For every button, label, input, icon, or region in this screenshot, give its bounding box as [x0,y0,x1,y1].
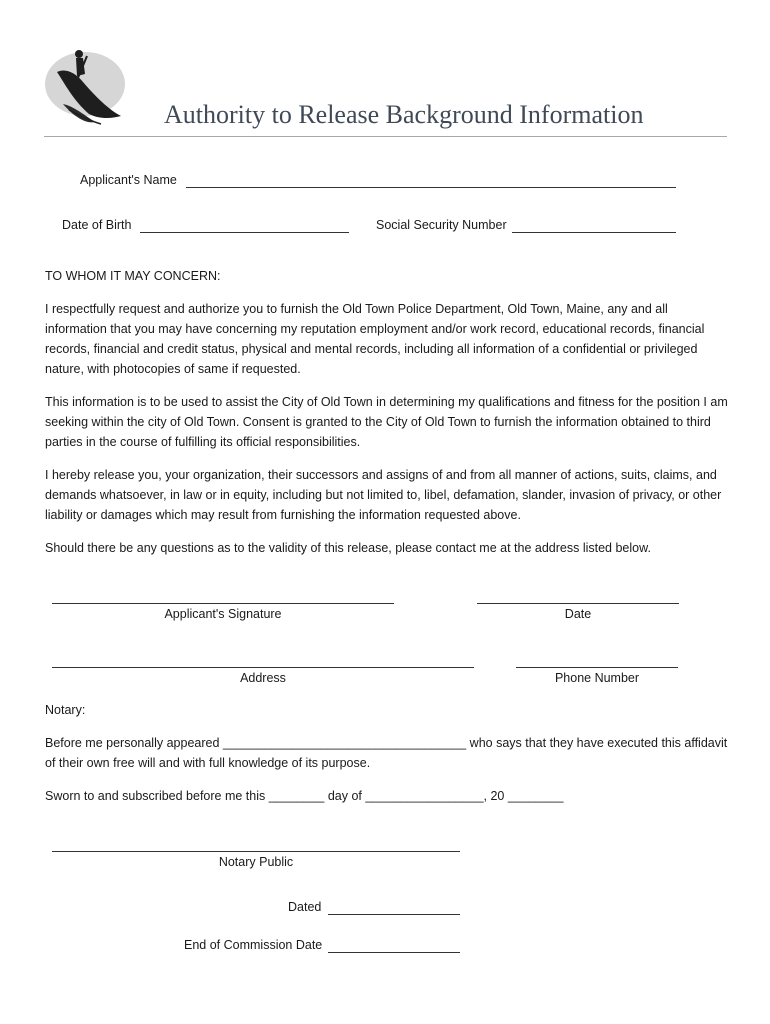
contact-paragraph: Should there be any questions as to the validity of this release, please contact me at the address listed below. [45,541,651,555]
commission-date-label: End of Commission Date [184,938,323,952]
authorization-paragraph: I respectfully request and authorize you to furnish the Old Town Police Department, Old Town, Maine, any and all information that you may have concerning my reputation employment and/or work record, educational records, financial records, financial and credit status, physical and mental records, including all information of a confidential or privileged nature, with photocopies of same if requested. [45,302,705,376]
canoe-paddler-logo-icon [43,44,129,130]
notary-dated-label: Dated [288,900,322,914]
notary-public-label: Notary Public [218,855,294,869]
salutation: TO WHOM IT MAY CONCERN: [45,269,221,283]
release-paragraph: I hereby release you, your organization, their successors and assigns of and from all manner of actions, suits, claims, and demands whatsoever, in law or in equity, including but not limited to, libel, defamation, slander, invasion of privacy, or other liability or damages which may result from furnishing the information requested above. [45,468,722,522]
phone-number-line[interactable] [516,667,678,668]
signature-date-line[interactable] [477,603,679,604]
address-label: Address [240,671,286,685]
applicant-signature-line[interactable] [52,603,394,604]
notary-dated-field[interactable] [328,914,460,915]
applicant-name-label: Applicant's Name [80,173,177,187]
applicant-name-field[interactable] [186,187,676,188]
signature-date-label: Date [564,607,592,621]
phone-number-label: Phone Number [554,671,640,685]
title-divider [44,136,727,137]
commission-date-field[interactable] [328,952,460,953]
page-title: Authority to Release Background Information [164,100,644,129]
notary-public-signature-line[interactable] [52,851,460,852]
notary-appeared-paragraph: Before me personally appeared ___________________________________ who says that they have executed this affidavit of their own free will and with full knowledge of its purpose. [45,736,728,770]
notary-sworn-paragraph: Sworn to and subscribed before me this ________ day of _________________, 20 ________ [45,789,564,803]
ssn-label: Social Security Number [376,218,507,232]
notary-heading: Notary: [45,703,86,717]
applicant-signature-label: Applicant's Signature [164,607,282,621]
date-of-birth-label: Date of Birth [62,218,132,232]
date-of-birth-field[interactable] [140,232,349,233]
purpose-paragraph: This information is to be used to assist the City of Old Town in determining my qualifications and fitness for the position I am seeking within the city of Old Town. Consent is granted to the City of Old Town to furnish the information obtained to third parties in the course of fulfilling its official responsibilities. [45,395,728,449]
address-line[interactable] [52,667,474,668]
ssn-field[interactable] [512,232,676,233]
